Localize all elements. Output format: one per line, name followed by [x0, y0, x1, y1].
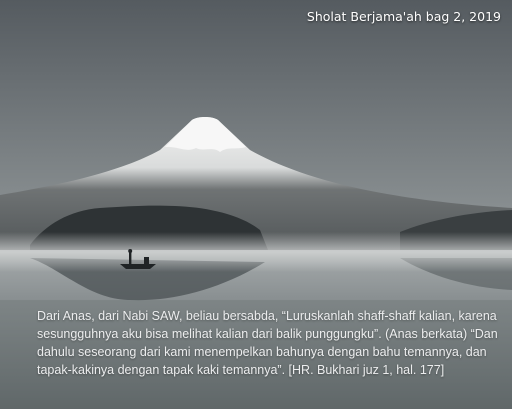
poster-title: Sholat Berjama'ah bag 2, 2019 [306, 9, 501, 24]
mist [0, 232, 512, 272]
boatman-head [128, 249, 132, 253]
hadith-quote: Dari Anas, dari Nabi SAW, beliau bersabda, “Luruskanlah shaff-shaff kalian, karena sesungguhnya aku bisa melihat kalian dari balik punggungku”. (Anas berkata) “Dan dahulu seseorang dari kami menempelkan bahunya dengan bahu temannya, dan tapak-kakinya dengan tapak kaki temannya”. [HR. Bukhari juz 1, hal. 177] [37, 309, 498, 377]
passenger [144, 257, 149, 264]
boat [120, 264, 156, 269]
